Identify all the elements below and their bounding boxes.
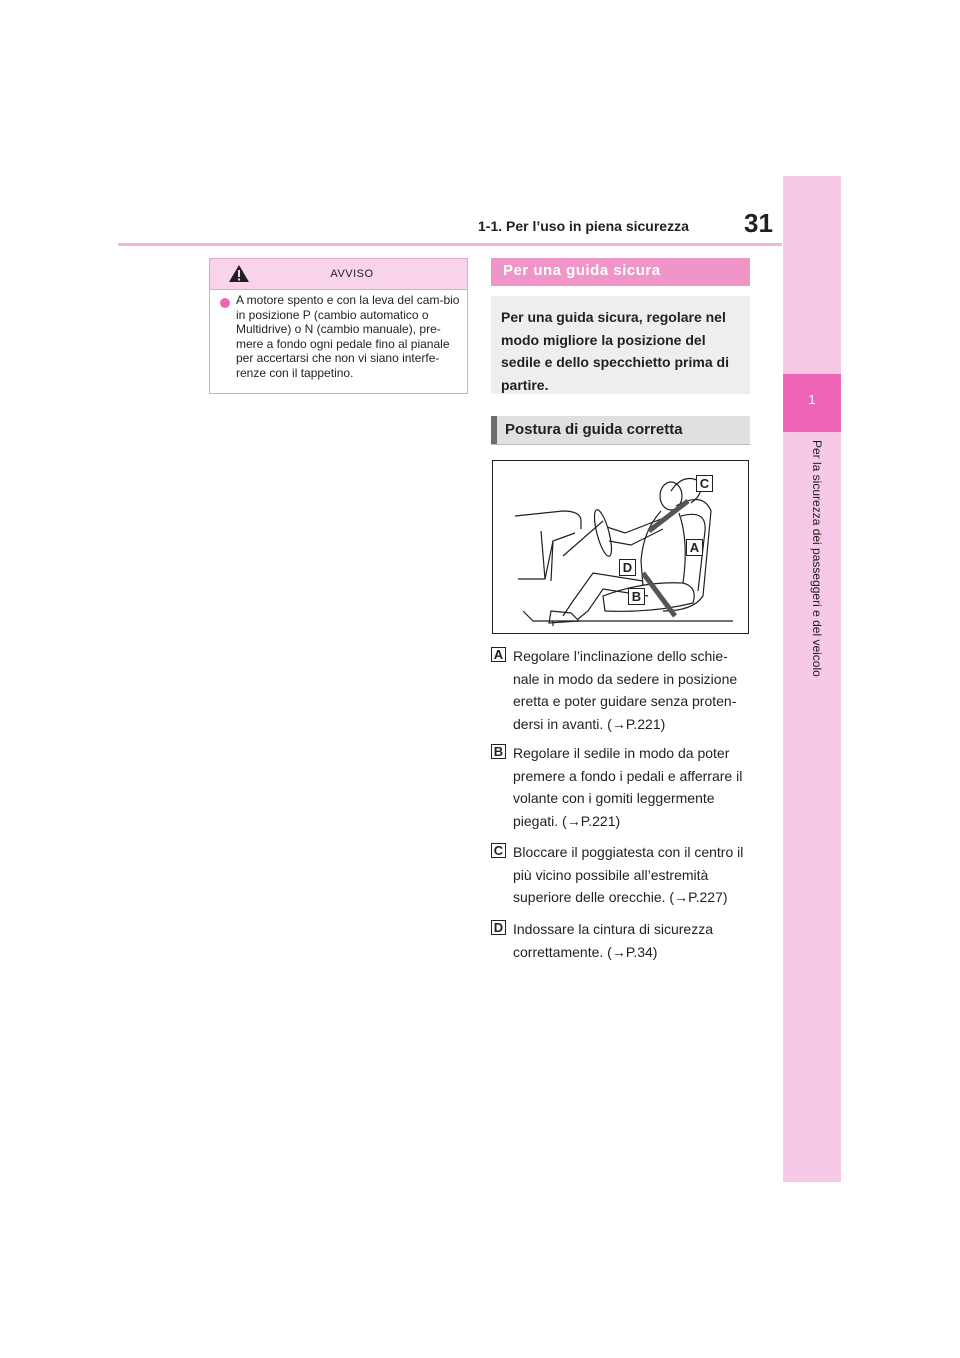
header-rule <box>118 243 782 246</box>
callout-text: Regolare l’inclinazione dello schie-nale in modo da sedere in posizione eretta e poter guidare senza proten-dersi in avanti. (→P.221) <box>513 648 738 732</box>
figure-label-c: C <box>696 475 713 492</box>
callout-a <box>491 645 751 737</box>
subsection-banner <box>491 416 750 445</box>
warning-triangle-icon <box>228 264 250 283</box>
section-title: Per una guida sicura <box>503 262 661 279</box>
warning-box <box>209 258 468 394</box>
bullet-icon <box>220 298 230 308</box>
callout-text: Regolare il sedile in modo da poter premere a fondo i pedali e afferrare il volante con i gomiti leggermente piegati. (→P.221) <box>513 745 743 829</box>
callout-d <box>491 918 751 966</box>
callout-text: Indossare la cintura di sicurezza correttamente. (→P.34) <box>513 921 713 960</box>
callout-text: Bloccare il poggiatesta con il centro il più vicino possibile all’estremità superiore delle orecchie. (→P.227) <box>513 844 744 905</box>
figure-label-b: B <box>628 588 645 605</box>
subsection-title: Postura di guida corretta <box>505 421 683 438</box>
warning-label: AVVISO <box>330 268 374 280</box>
warning-text: A motore spento e con la leva del cam-bio in posizione P (cambio automatico o Multidrive) o N (cambio manuale), pre-mere a fondo ogni pedale fino al pianale per accertarsi che non vi siano interfe-renze con il tappetino. <box>236 293 460 380</box>
driving-posture-figure <box>492 460 749 634</box>
subsection-bar <box>491 416 497 444</box>
figure-label-d: D <box>619 559 636 576</box>
callout-c <box>491 841 751 911</box>
chapter-title: Per la sicurezza dei passeggeri e del veicolo <box>810 440 824 677</box>
section-banner <box>491 258 750 286</box>
intro-box <box>491 296 750 394</box>
callout-letter: D <box>491 920 506 935</box>
intro-text: Per una guida sicura, regolare nel modo migliore la posizione del sedile e dello specchietto prima di partire. <box>501 309 729 393</box>
callout-letter: B <box>491 744 506 759</box>
warning-header <box>210 259 467 290</box>
callout-letter: C <box>491 843 506 858</box>
callout-letter: A <box>491 647 506 662</box>
page-number: 31 <box>744 208 773 238</box>
chapter-number: 1 <box>808 392 816 407</box>
callout-b <box>491 742 751 834</box>
figure-label-a: A <box>686 539 703 556</box>
section-reference: 1-1. Per l’uso in piena sicurezza <box>478 218 689 234</box>
